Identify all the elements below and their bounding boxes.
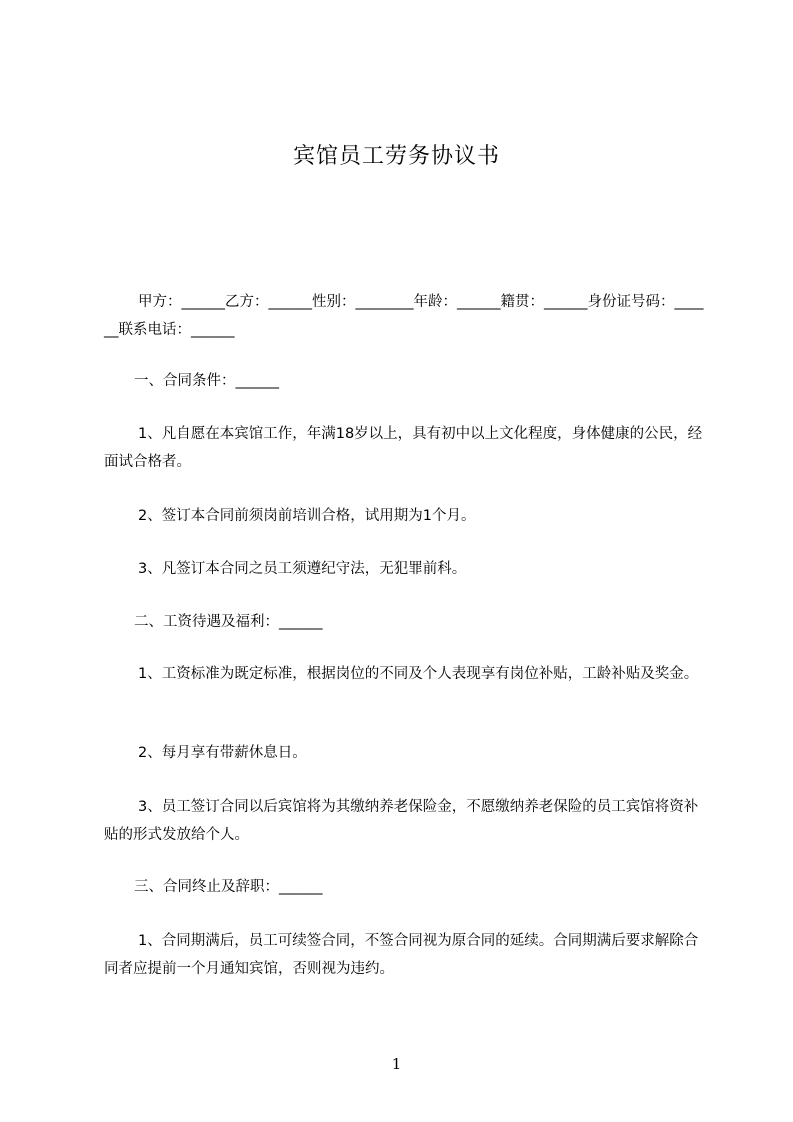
section-2-item-3: 3、员工签订合同以后宾馆将为其缴纳养老保险金，不愿缴纳养老保险的员工宾馆将资补贴的形式发放给个人。 [104, 799, 699, 843]
page-number: 1 [391, 1055, 402, 1073]
section-heading-salary-benefits: 二、工资待遇及福利：______ [134, 614, 323, 630]
section-1-item-3: 3、凡签订本合同之员工须遵纪守法，无犯罪前科。 [138, 561, 467, 577]
section-2-item-2: 2、每月享有带薪休息日。 [138, 745, 307, 761]
section-heading-contract-conditions: 一、合同条件：______ [134, 373, 279, 389]
section-heading-termination: 三、合同终止及辞职：______ [134, 879, 323, 895]
section-1-item-1: 1、凡自愿在本宾馆工作，年满18岁以上，具有初中以上文化程度，身体健康的公民，经面试合格者。 [104, 426, 703, 470]
section-3-item-1: 1、合同期满后，员工可续签合同，不签合同视为原合同的延续。合同期满后要求解除合同者应提前一个月通知宾馆，否则视为违约。 [104, 933, 699, 977]
document-title: 宾馆员工劳务协议书 [292, 144, 500, 169]
parties-info: 甲方：______乙方：______性别：________年龄：______籍贯：______身份证号码：______联系电话：______ [104, 294, 704, 338]
section-1-item-2: 2、签订本合同前须岗前培训合格，试用期为1个月。 [138, 508, 476, 524]
section-2-item-1: 1、工资标准为既定标准，根据岗位的不同及个人表现享有岗位补贴，工龄补贴及奖金。 [138, 666, 699, 682]
